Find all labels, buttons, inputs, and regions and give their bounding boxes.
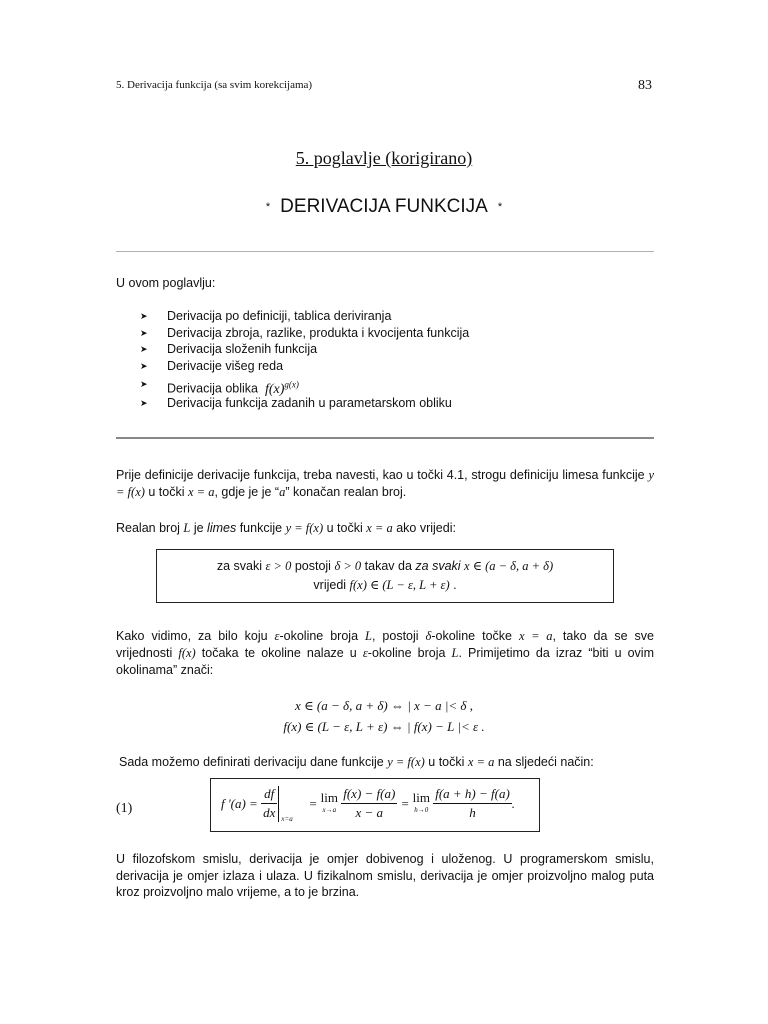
chapter-label: 5. poglavlje (korigirano) [295,148,473,168]
derivative-definition-box [210,778,540,832]
arrow-bullet-icon: ➤ [140,311,148,321]
divider-top [116,251,654,252]
chapter-title [0,196,768,218]
arrow-bullet-icon: ➤ [140,327,148,338]
arrow-bullet-icon: ➤ [140,379,148,389]
list-item: ➤ Derivacija složenih funkcija [140,342,318,356]
limit-definition-box [156,549,614,603]
arrow-bullet-icon: ➤ [140,360,148,371]
list-item: ➤ Derivacija funkcija zadanih u parametarskom obliku [140,396,452,410]
derivative-formula: f '(a) = $\frac{df}{dx}$ x=a = lim x→a $\frac{f(x) - f(a)}{x - a}$ = lim h→0 $\frac{f(a + h) - f(a)}{h}$ . [221,786,516,823]
paragraph-neighborhoods: Kako vidimo, za bilo koju ε-okoline broja L, postoji δ-okoline točke x = a, tako da se sve vrijednosti f(x) točaka te okoline nalaze u ε-okoline broja L. Primijetimo da izraz “biti u ovim okolinama” znači: [116,629,655,677]
intro-text: U ovom poglavlju: [116,276,216,290]
list-item: ➤ Derivacija po definiciji, tablica deriviranja [140,309,392,323]
list-item: ➤ Derivacija zbroja, razlike, produkta i kvocijenta funkcija [140,325,470,340]
divider-bottom [116,437,654,439]
star-left-icon: * [265,200,271,213]
limit-fraction-2: $\frac{f(a + h) - f(a)}{h}$ [435,786,510,820]
equivalence-line-1: x ∈ (a − δ, a + δ) ⇔ | x − a |< δ , [295,698,473,713]
definition-line-1: za svaki ε > 0 postoji δ > 0 takav da za svaki x ∈ (a − δ, a + δ) [216,559,554,573]
formula-fx-gx: $f(x)^{g(x)}$ [264,379,299,397]
running-header: 5. Derivacija funkcija (sa svim korekcijama) [116,79,313,91]
list-item: ➤ Derivacija oblika $f(x)^{g(x)}$ [140,374,469,395]
page-number: 83 [638,78,652,93]
star-right-icon: * [497,200,503,213]
definition-line-2: vrijedi f(x) ∈ (L − ε, L + ε) . [313,578,457,592]
chapter-title-text: DERIVACIJA FUNKCIJA [280,196,488,217]
derivative-fraction: $\frac{df}{dx}$ [263,786,276,820]
paragraph-limit-intro: Prije definicije derivacije funkcija, treba navesti, kao u točki 4.1, strogu definiciju limesa funkcije y = f(x) u točki x = a, gdje je je “a” konačan realan broj. [116,468,654,499]
paragraph-limit-def: Realan broj L je limes funkcije y = f(x) u točki x = a ako vrijedi: [116,521,456,535]
arrow-bullet-icon: ➤ [140,344,148,354]
equation-number: (1) [116,801,133,816]
list-item: ➤ Derivacije višeg reda [140,358,284,373]
equivalence-line-2: f(x) ∈ (L − ε, L + ε) ⇔ | f(x) − L |< ε . [283,719,485,734]
arrow-bullet-icon: ➤ [140,398,148,408]
paragraph-interpretation: U filozofskom smislu, derivacija je omjer dobivenog i uloženog. U programerskom smislu, derivacija je omjer izlaza i ulaza. U fizikalnom smislu, derivacija je omjer proizvoljno malog puta kroz proizvoljno malo vrijeme, a to je brzina. [116,852,654,899]
limit-fraction-1: $\frac{f(x) - f(a)}{x - a}$ [343,786,396,820]
paragraph-derivative-intro: Sada možemo definirati derivaciju dane funkcije y = f(x) u točki x = a na sljedeći način: [119,755,594,769]
chapter-contents-list [140,308,469,412]
